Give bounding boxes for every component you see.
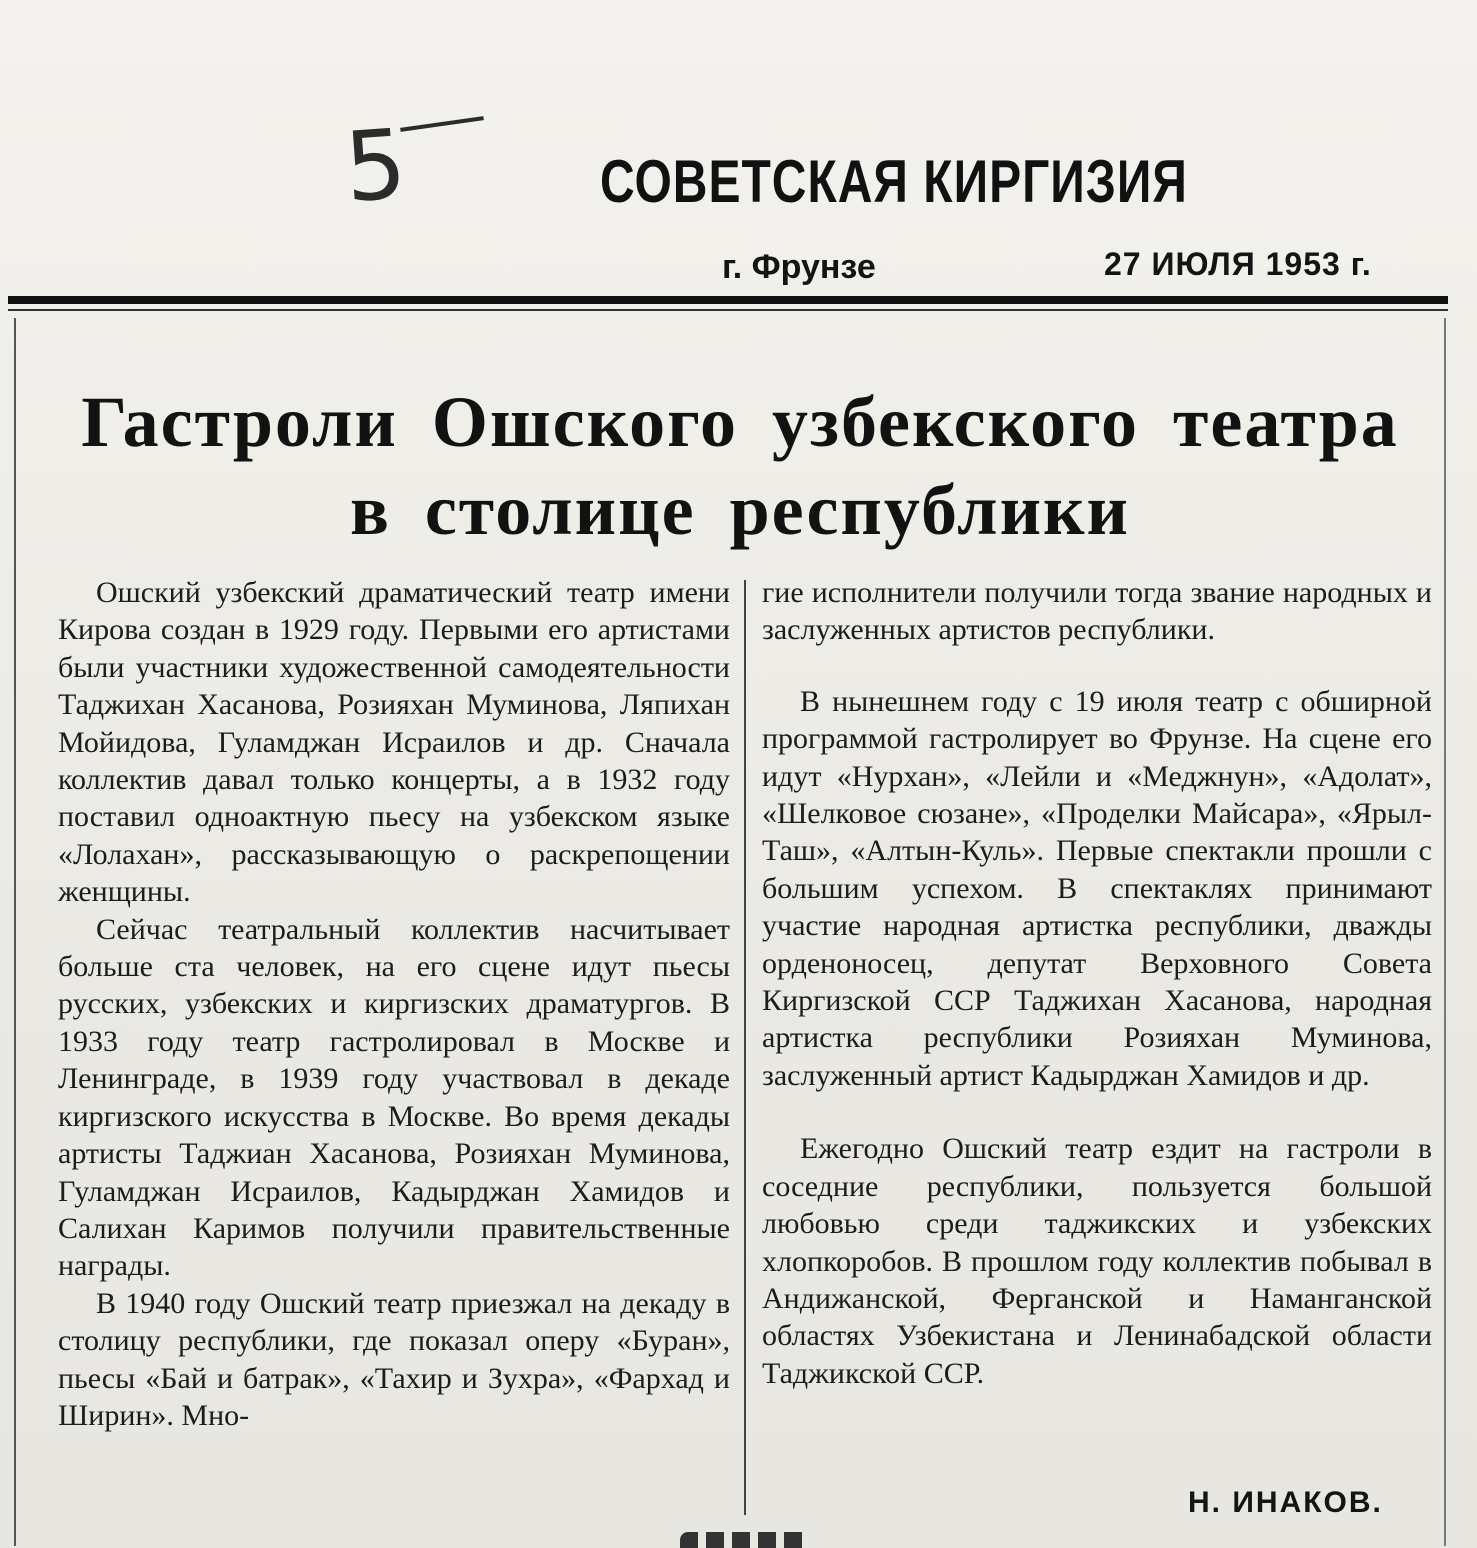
article-column-right xyxy=(762,574,1432,1392)
decorative-ornament xyxy=(680,1532,810,1548)
paragraph: гие исполнители получили тогда звание народных и заслуженных артистов республики. xyxy=(762,576,1432,647)
paragraph: Ошский узбекский драматический театр имени Кирова создан в 1929 году. Первыми его артистами были участники художественной самодеятельности Таджихан Хасанова, Розияхан Муминова, Ляпихан Мойидова, Гуламджан Исраилов и др. Сначала коллектив давал только концерты, а в 1932 году поставил одноактную пьесу на узбекском языке «Лолахан», рассказывающую о раскрепощении женщины. xyxy=(58,576,730,909)
article-column-left xyxy=(58,574,730,1434)
article-headline xyxy=(40,378,1440,554)
paragraph: Ежегодно Ошский театр ездит на гастроли в соседние республики, пользуется большой любовью среди таджикских и узбекских хлопкоробов. В прошлом году коллектив побывал в Андижанской, Ферганской и Наманганской областях Узбекистана и Ленинабадской области Таджикской ССР. xyxy=(762,1132,1432,1390)
headline-line-1: Гастроли Ошского узбекского театра xyxy=(81,382,1399,462)
newspaper-masthead: СОВЕТСКАЯ КИРГИЗИЯ xyxy=(600,149,1188,216)
masthead-city: г. Фрунзе xyxy=(722,248,876,286)
masthead-date: 27 ИЮЛЯ 1953 г. xyxy=(1104,246,1372,282)
handwritten-stroke xyxy=(400,116,484,132)
article-author: Н. ИНАКОВ. xyxy=(1188,1486,1383,1519)
handwritten-page-number: 5 xyxy=(341,108,410,224)
headline-line-2: в столице республики xyxy=(349,470,1131,550)
paragraph: Сейчас театральный коллектив насчитывает больше ста человек, на его сцене идут пьесы русских, узбекских и киргизских драматургов. В 1933 году театр гастролировал в Москве и Ленинграде, в 1939 году участвовал в декаде киргизского искусства в Москве. Во время декады артисты Таджиан Хасанова, Розияхан Муминова, Гуламджан Исраилов, Кадырджан Хамидов и Салихан Каримов получили правительственные награды. xyxy=(58,912,730,1283)
masthead-rule xyxy=(8,296,1448,304)
column-divider xyxy=(744,580,746,1515)
paragraph: В 1940 году Ошский театр приезжал на декаду в столицу республики, где показал оперу «Буран», пьесы «Бай и батрак», «Тахир и Зухра», «Фархад и Ширин». Мно- xyxy=(58,1286,730,1432)
paragraph: В нынешнем году с 19 июля театр с обширной программой гастролирует во Фрунзе. На сцене его идут «Нурхан», «Лейли и «Меджнун», «Адолат», «Шелковое сюзане», «Проделки Майсара», «Ярыл-Таш», «Алтын-Куль». Первые спектакли прошли с большим успехом. В спектаклях принимают участие народная артистка республики, дважды орденоносец, депутат Верховного Совета Киргизской ССР Таджихан Хасанова, народная артистка республики Розияхан Муминова, заслуженный артист Кадырджан Хамидов и др. xyxy=(762,684,1432,1092)
masthead-rule-thin xyxy=(8,309,1448,311)
